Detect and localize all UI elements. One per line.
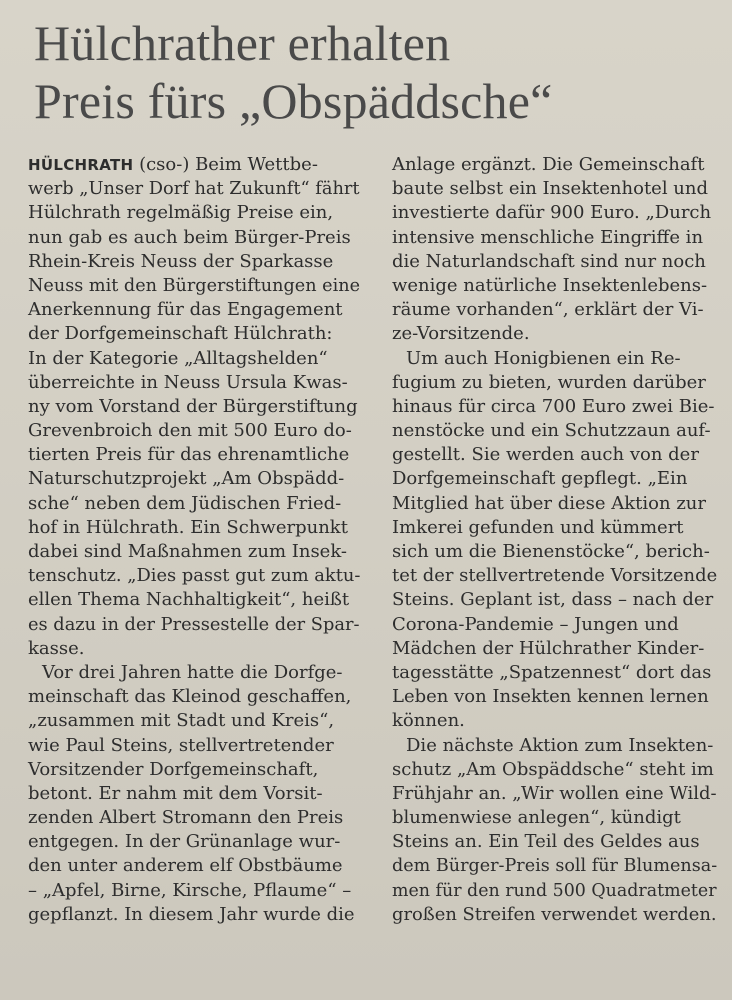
headline-line-2: Preis fürs „Obspäddsche“: [34, 73, 553, 129]
text-line: [28, 443, 360, 467]
text-line: [392, 226, 717, 250]
text-line: [392, 322, 717, 346]
text-line: [392, 854, 718, 878]
text-line-content: investierte dafür 900 Euro. „Durch: [392, 202, 712, 224]
text-line-content: ny vom Vorstand der Bürgerstiftung: [28, 395, 358, 417]
text-line: [28, 177, 360, 201]
text-line: [28, 685, 360, 709]
text-line-content: sich um die Bienenstöcke“, berich-: [392, 541, 710, 562]
text-line-content: dabei sind Maßnahmen zum Insek-: [28, 541, 348, 562]
text-line-content: nenstöcke und ein Schutzzaun auf-: [392, 420, 711, 442]
text-line-content: Neuss mit den Bürgerstiftungen eine: [28, 274, 361, 296]
text-line: [392, 709, 717, 733]
text-line: [28, 540, 360, 564]
text-line: [392, 177, 717, 201]
text-line-content: räume vorhanden“, erklärt der Vi-: [392, 299, 704, 321]
text-line: [28, 419, 360, 443]
text-line-content: können.: [392, 710, 465, 732]
text-line-content: großen Streifen verwendet werden.: [392, 903, 717, 925]
text-line-content: zenden Albert Stromann den Preis: [28, 807, 344, 829]
text-line-content: Steins an. Ein Teil des Geldes aus: [392, 831, 700, 853]
text-line: [28, 347, 360, 371]
text-line-content: intensive menschliche Eingriffe in: [392, 226, 704, 248]
text-line-content: (cso-) Beim Wettbe-: [133, 154, 318, 175]
text-line-content: Anerkennung für das Engagement: [28, 299, 343, 321]
text-line: [392, 734, 717, 758]
text-line-content: den unter anderem elf Obstbäume: [28, 855, 343, 877]
text-line: [28, 879, 360, 903]
text-line: [28, 516, 360, 540]
text-line: [392, 903, 715, 927]
text-line: [28, 734, 360, 758]
text-line-content: betont. Er nahm mit dem Vorsit-: [28, 782, 323, 804]
text-line: [392, 879, 717, 903]
text-line: [392, 830, 717, 854]
text-line-content: Leben von Insekten kennen lernen: [392, 686, 709, 708]
text-line: [28, 564, 361, 588]
text-line-content: Steins. Geplant ist, dass – nach der: [392, 589, 714, 611]
text-line-content: Vor drei Jahren hatte die Dorfge-: [42, 661, 343, 683]
text-line-content: schutz „Am Obspäddsche“ steht im: [392, 758, 714, 780]
text-line: [28, 854, 360, 878]
text-line-content: die Naturlandschaft sind nur noch: [392, 250, 706, 272]
text-line-content: ze-Vorsitzende.: [392, 323, 530, 345]
text-line-content: Mädchen der Hülchrather Kinder-: [392, 637, 705, 659]
headline: [34, 14, 714, 130]
text-line: [28, 153, 360, 177]
text-line-content: hof in Hülchrath. Ein Schwerpunkt: [28, 516, 348, 538]
text-line-content: tet der stellvertretende Vorsitzende: [392, 565, 718, 587]
text-line: [392, 782, 717, 806]
text-line: [28, 298, 360, 322]
text-line: [28, 588, 360, 612]
text-line: [28, 661, 360, 685]
text-line: [392, 153, 717, 177]
text-line-content: Naturschutzprojekt „Am Obspädd-: [28, 468, 345, 490]
text-line-content: Hülchrath regelmäßig Preise ein,: [28, 202, 334, 224]
text-line: [392, 588, 717, 612]
text-line: [28, 806, 360, 830]
text-line: [392, 298, 717, 322]
text-line: [392, 419, 717, 443]
text-line-content: der Dorfgemeinschaft Hülchrath:: [28, 323, 333, 345]
text-line: [392, 467, 717, 491]
text-line-content: Rhein-Kreis Neuss der Sparkasse: [28, 250, 334, 272]
text-line-content: – „Apfel, Birne, Kirsche, Pflaume“ –: [28, 879, 352, 901]
text-line-content: sche“ neben dem Jüdischen Fried-: [28, 492, 342, 514]
text-line-content: es dazu in der Pressestelle der Spar-: [28, 613, 360, 635]
text-line: [392, 758, 717, 782]
text-line-content: In der Kategorie „Alltagshelden“: [28, 347, 328, 369]
text-line: [28, 395, 360, 419]
text-line: [392, 516, 717, 540]
text-line: [28, 371, 360, 395]
text-line-content: Anlage ergänzt. Die Gemeinschaft: [392, 154, 705, 175]
text-line-content: dem Bürger-Preis soll für Blumensa-: [392, 855, 718, 877]
text-line-content: wenige natürliche Insektenlebens-: [392, 274, 708, 296]
text-line-content: entgegen. In der Grünanlage wur-: [28, 831, 341, 853]
text-line-content: tierten Preis für das ehrenamtliche: [28, 444, 350, 466]
text-line-content: baute selbst ein Insektenhotel und: [392, 178, 709, 200]
text-line-content: „zusammen mit Stadt und Kreis“,: [28, 710, 335, 732]
text-line-content: tenschutz. „Dies passt gut zum aktu-: [28, 565, 361, 587]
text-line: [28, 201, 360, 225]
text-line: [392, 347, 717, 371]
text-line: [392, 492, 717, 516]
text-line: [28, 250, 360, 274]
text-line-content: gepflanzt. In diesem Jahr wurde die: [28, 903, 355, 925]
text-line-content: nun gab es auch beim Bürger-Preis: [28, 226, 351, 248]
text-line: [392, 564, 716, 588]
text-line: [392, 613, 717, 637]
text-line-content: ellen Thema Nachhaltigkeit“, heißt: [28, 589, 350, 611]
text-line-content: Corona-Pandemie – Jungen und: [392, 613, 679, 635]
text-line: [28, 830, 360, 854]
text-line-content: werb „Unser Dorf hat Zukunft“ fährt: [28, 178, 360, 200]
text-line-content: Dorfgemeinschaft gepflegt. „Ein: [392, 468, 688, 490]
text-line-content: meinschaft das Kleinod geschaffen,: [28, 686, 352, 708]
text-line: [392, 371, 717, 395]
text-line: [28, 637, 360, 661]
text-line-content: Grevenbroich den mit 500 Euro do-: [28, 420, 352, 442]
text-line: [28, 226, 360, 250]
text-line-content: kasse.: [28, 637, 85, 659]
text-line-content: Mitglied hat über diese Aktion zur: [392, 492, 706, 514]
text-line-content: Die nächste Aktion zum Insekten-: [406, 734, 714, 756]
text-line-content: fugium zu bieten, wurden darüber: [392, 371, 706, 393]
text-line: [28, 903, 360, 927]
text-line: [392, 443, 717, 467]
text-line: [28, 709, 360, 733]
text-line: [392, 637, 717, 661]
text-line: [392, 274, 717, 298]
text-line: [28, 782, 360, 806]
article-column-left: [28, 153, 360, 927]
text-line-content: wie Paul Steins, stellvertretender: [28, 734, 334, 756]
text-line-content: überreichte in Neuss Ursula Kwas-: [28, 371, 348, 393]
text-line-content: Vorsitzender Dorfgemeinschaft,: [28, 758, 319, 780]
text-line-content: Imkerei gefunden und kümmert: [392, 516, 684, 538]
text-line: [392, 395, 717, 419]
text-line: [28, 613, 360, 637]
text-line: [392, 540, 717, 564]
text-line: [28, 322, 360, 346]
text-line: [392, 201, 717, 225]
text-line-content: men für den rund 500 Quadratmeter: [392, 879, 717, 901]
text-line-content: gestellt. Sie werden auch von der: [392, 444, 699, 466]
text-line: [392, 250, 717, 274]
text-line-content: Um auch Honigbienen ein Re-: [406, 347, 681, 369]
text-line: [392, 685, 717, 709]
text-line: [28, 492, 360, 516]
text-line-content: blumenwiese anlegen“, kündigt: [392, 807, 681, 829]
text-line-content: hinaus für circa 700 Euro zwei Bie-: [392, 395, 715, 417]
text-line: [28, 758, 360, 782]
headline-line-1: Hülchrather erhalten: [34, 15, 451, 71]
text-line: [392, 806, 717, 830]
article-column-right: [392, 153, 717, 927]
text-line: [392, 661, 717, 685]
text-line-content: tagesstätte „Spatzennest“ dort das: [392, 661, 712, 683]
dateline: HÜLCHRATH: [28, 156, 134, 174]
text-line: [28, 274, 361, 298]
text-line: [28, 467, 360, 491]
text-line-content: Frühjahr an. „Wir wollen eine Wild-: [392, 782, 717, 804]
